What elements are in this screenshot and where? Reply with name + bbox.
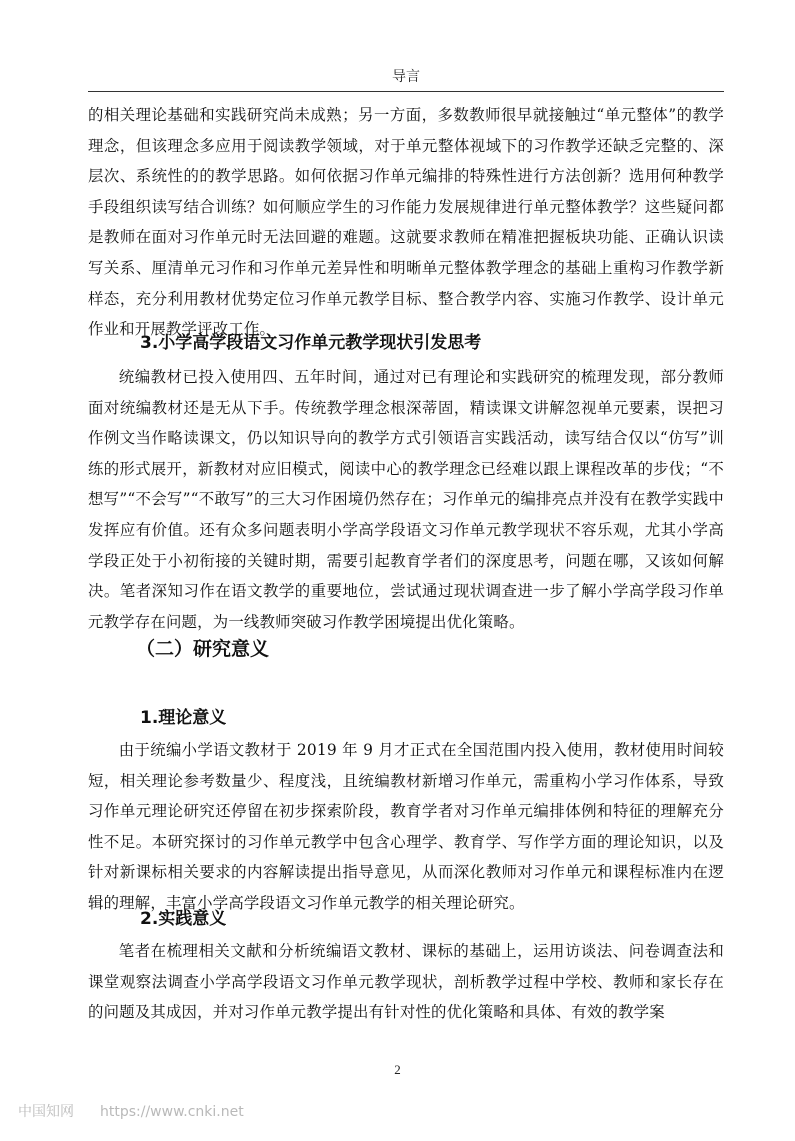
- paragraph-theoretical: 由于统编小学语文教材于 2019 年 9 月才正式在全国范围内投入使用，教材使用时间较短，相关理论参考数量少、程度浅，且统编教材新增习作单元，需重构小学习作体系，导致习作单元理论研究还停留在初步探索阶段，教育学者对习作单元编排体例和特征的理解充分性不足。本研究探讨的习作单元教学中包含心理学、教育学、写作学方面的理论知识，以及针对新课标相关要求的内容解读提出指导意见，从而深化教师对习作单元和课程标准内在逻辑的理解，丰富小学高学段语文习作单元教学的相关理论研究。: [88, 741, 724, 912]
- cnki-watermark: [18, 1101, 244, 1121]
- watermark-name: 中国知网: [18, 1104, 74, 1120]
- paragraph-practical: 笔者在梳理相关文献和分析统编语文教材、课标的基础上，运用访谈法、问卷调查法和课堂观察法调查小学高学段语文习作单元教学现状，剖析教学过程中学校、教师和家长存在的问题及其成因，并对习作单元教学提出有针对性的优化策略和具体、有效的教学案: [88, 942, 724, 1022]
- header-rule: [88, 91, 724, 92]
- heading-theoretical-significance: 1.理论意义: [140, 708, 227, 728]
- paragraph-current-status: 统编教材已投入使用四、五年时间，通过对已有理论和实践研究的梳理发现，部分教师面对统编教材还是无从下手。传统教学理念根深蒂固，精读课文讲解忽视单元要素，误把习作例文当作略读课文，仍以知识导向的教学方式引领语言实践活动，读写结合仅以“仿写”训练的形式展开，新教材对应旧模式，阅读中心的教学理念已经难以跟上课程改革的步伐；“不想写”“不会写”“不敢写”的三大习作困境仍然存在；习作单元的编排亮点并没有在教学实践中发挥应有价值。还有众多问题表明小学高学段语文习作单元教学现状不容乐观，尤其小学高学段正处于小初衔接的关键时期，需要引起教育学者们的深度思考，问题在哪，又该如何解决。笔者深知习作在语文教学的重要地位，尝试通过现状调查进一步了解小学高学段习作单元教学存在问题，为一线教师突破习作教学困境提出优化策略。: [88, 368, 724, 631]
- watermark-url: https://www.cnki.net: [100, 1104, 244, 1120]
- page-number: 2: [394, 1062, 401, 1077]
- paragraph-continued: 的相关理论基础和实践研究尚未成熟；另一方面，多数教师很早就接触过“单元整体”的教学理念，但该理念多应用于阅读教学领域，对于单元整体视域下的习作教学还缺乏完整的、深层次、系统性的的教学思路。如何依据习作单元编排的特殊性进行方法创新？选用何种教学手段组织读写结合训练？如何顺应学生的习作能力发展规律进行单元整体教学？这些疑问都是教师在面对习作单元时无法回避的难题。这就要求教师在精准把握板块功能、正确认识读写关系、厘清单元习作和习作单元差异性和明晰单元整体教学理念的基础上重构习作教学新样态，充分利用教材优势定位习作单元教学目标、整合教学内容、实施习作教学、设计单元作业和开展教学评改工作。: [88, 106, 724, 339]
- running-header: 导言: [392, 69, 420, 85]
- heading-practical-significance: 2.实践意义: [140, 909, 227, 929]
- heading-research-significance: （二）研究意义: [136, 638, 270, 660]
- heading-reflection: 3.小学高学段语文习作单元教学现状引发思考: [140, 333, 482, 353]
